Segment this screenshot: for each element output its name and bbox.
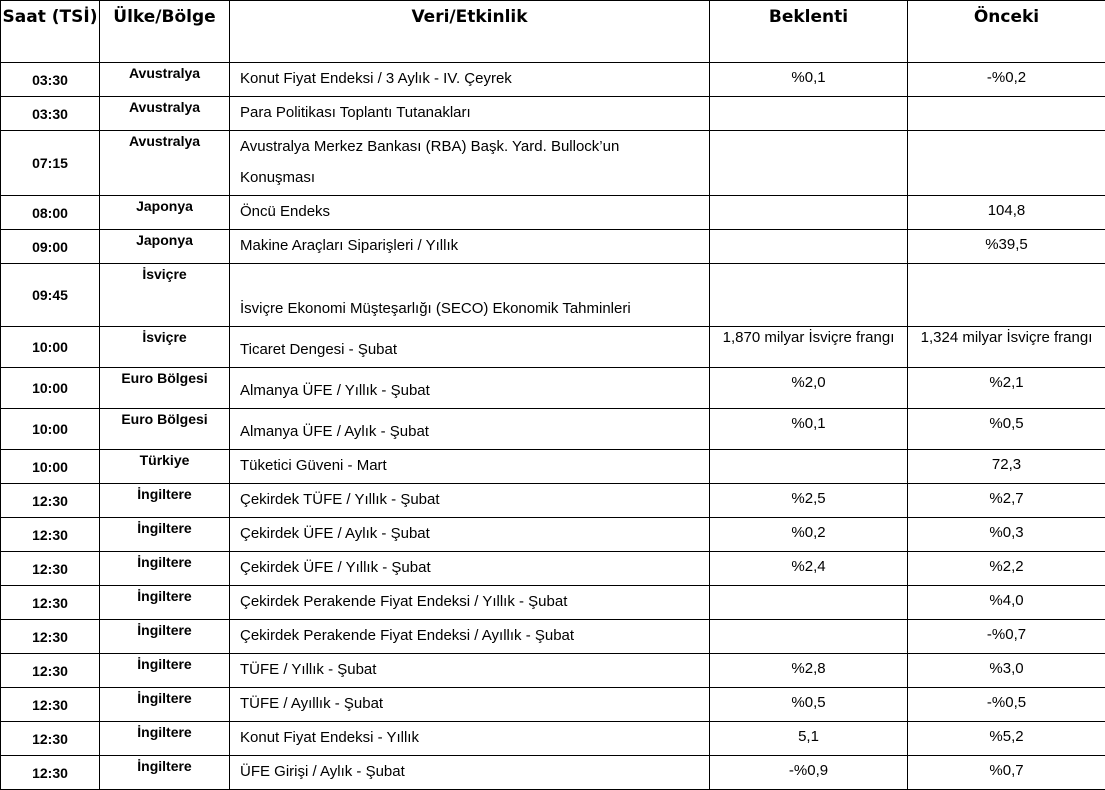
event-cell: Öncü Endeks: [230, 196, 710, 230]
expected-cell: [710, 97, 908, 131]
table-row: [1, 450, 1105, 484]
previous-cell: %2,7: [908, 484, 1105, 518]
expected-cell: [710, 450, 908, 484]
country-cell: İngiltere: [100, 688, 230, 722]
expected-cell: %2,5: [710, 484, 908, 518]
country-cell: Euro Bölgesi: [100, 368, 230, 409]
previous-cell: [908, 264, 1105, 327]
previous-cell: %2,2: [908, 552, 1105, 586]
previous-cell: %4,0: [908, 586, 1105, 620]
event-cell: Konut Fiyat Endeksi - Yıllık: [230, 722, 710, 756]
event-cell: Tüketici Güveni - Mart: [230, 450, 710, 484]
event-cell: Avustralya Merkez Bankası (RBA) Başk. Yard. Bullock’un Konuşması: [230, 131, 710, 196]
time-cell: 10:00: [1, 409, 100, 450]
expected-cell: [710, 131, 908, 196]
time-cell: 10:00: [1, 450, 100, 484]
table-row: [1, 97, 1105, 131]
time-cell: 10:00: [1, 327, 100, 368]
table-row: [1, 756, 1105, 790]
previous-cell: [908, 131, 1105, 196]
country-cell: İsviçre: [100, 264, 230, 327]
table-row: [1, 196, 1105, 230]
previous-cell: 104,8: [908, 196, 1105, 230]
time-cell: 09:45: [1, 264, 100, 327]
country-cell: İngiltere: [100, 654, 230, 688]
event-cell: TÜFE / Yıllık - Şubat: [230, 654, 710, 688]
expected-cell: %0,1: [710, 63, 908, 97]
expected-cell: %2,0: [710, 368, 908, 409]
table-row: [1, 327, 1105, 368]
table-row: [1, 264, 1105, 327]
table-body: [1, 63, 1105, 790]
expected-cell: %0,5: [710, 688, 908, 722]
country-cell: İngiltere: [100, 552, 230, 586]
event-cell: Almanya ÜFE / Yıllık - Şubat: [230, 368, 710, 409]
previous-cell: %0,5: [908, 409, 1105, 450]
header-expected: Beklenti: [710, 1, 908, 63]
header-time: Saat (TSİ): [1, 1, 100, 63]
event-cell: Konut Fiyat Endeksi / 3 Aylık - IV. Çeyrek: [230, 63, 710, 97]
table-row: [1, 688, 1105, 722]
previous-cell: 72,3: [908, 450, 1105, 484]
previous-cell: [908, 97, 1105, 131]
expected-cell: [710, 620, 908, 654]
event-cell: TÜFE / Ayıllık - Şubat: [230, 688, 710, 722]
expected-cell: 5,1: [710, 722, 908, 756]
previous-cell: %39,5: [908, 230, 1105, 264]
expected-cell: [710, 586, 908, 620]
table-row: [1, 722, 1105, 756]
table-row: [1, 409, 1105, 450]
time-cell: 09:00: [1, 230, 100, 264]
country-cell: Avustralya: [100, 97, 230, 131]
expected-cell: -%0,9: [710, 756, 908, 790]
time-cell: 12:30: [1, 586, 100, 620]
time-cell: 12:30: [1, 654, 100, 688]
country-cell: İngiltere: [100, 620, 230, 654]
country-cell: Japonya: [100, 230, 230, 264]
time-cell: 12:30: [1, 484, 100, 518]
previous-cell: %2,1: [908, 368, 1105, 409]
table-row: [1, 552, 1105, 586]
country-cell: İngiltere: [100, 722, 230, 756]
previous-cell: %0,3: [908, 518, 1105, 552]
table-row: [1, 131, 1105, 196]
time-cell: 08:00: [1, 196, 100, 230]
time-cell: 12:30: [1, 518, 100, 552]
country-cell: İngiltere: [100, 484, 230, 518]
event-cell: Almanya ÜFE / Aylık - Şubat: [230, 409, 710, 450]
table-row: [1, 518, 1105, 552]
country-cell: Avustralya: [100, 63, 230, 97]
table-row: [1, 368, 1105, 409]
event-cell: Ticaret Dengesi - Şubat: [230, 327, 710, 368]
country-cell: Euro Bölgesi: [100, 409, 230, 450]
country-cell: İngiltere: [100, 586, 230, 620]
table-row: [1, 586, 1105, 620]
time-cell: 10:00: [1, 368, 100, 409]
header-event: Veri/Etkinlik: [230, 1, 710, 63]
time-cell: 12:30: [1, 552, 100, 586]
country-cell: Japonya: [100, 196, 230, 230]
expected-cell: 1,870 milyar İsviçre frangı: [710, 327, 908, 368]
previous-cell: %0,7: [908, 756, 1105, 790]
time-cell: 12:30: [1, 756, 100, 790]
time-cell: 07:15: [1, 131, 100, 196]
event-cell: Para Politikası Toplantı Tutanakları: [230, 97, 710, 131]
country-cell: Türkiye: [100, 450, 230, 484]
expected-cell: [710, 196, 908, 230]
expected-cell: %0,2: [710, 518, 908, 552]
event-cell: İsviçre Ekonomi Müşteşarlığı (SECO) Ekonomik Tahminleri: [230, 264, 710, 327]
time-cell: 03:30: [1, 97, 100, 131]
country-cell: Avustralya: [100, 131, 230, 196]
expected-cell: %2,4: [710, 552, 908, 586]
event-cell: Çekirdek ÜFE / Aylık - Şubat: [230, 518, 710, 552]
previous-cell: -%0,2: [908, 63, 1105, 97]
time-cell: 12:30: [1, 722, 100, 756]
event-cell: Çekirdek ÜFE / Yıllık - Şubat: [230, 552, 710, 586]
expected-cell: %2,8: [710, 654, 908, 688]
table-row: [1, 63, 1105, 97]
previous-cell: -%0,5: [908, 688, 1105, 722]
table-row: [1, 484, 1105, 518]
event-cell: Makine Araçları Siparişleri / Yıllık: [230, 230, 710, 264]
previous-cell: 1,324 milyar İsviçre frangı: [908, 327, 1105, 368]
previous-cell: -%0,7: [908, 620, 1105, 654]
event-cell: Çekirdek TÜFE / Yıllık - Şubat: [230, 484, 710, 518]
country-cell: İngiltere: [100, 756, 230, 790]
header-row: [1, 1, 1105, 63]
header-country: Ülke/Bölge: [100, 1, 230, 63]
event-cell: Çekirdek Perakende Fiyat Endeksi / Yıllık - Şubat: [230, 586, 710, 620]
time-cell: 03:30: [1, 63, 100, 97]
event-cell: ÜFE Girişi / Aylık - Şubat: [230, 756, 710, 790]
time-cell: 12:30: [1, 688, 100, 722]
table-row: [1, 620, 1105, 654]
expected-cell: [710, 264, 908, 327]
previous-cell: %3,0: [908, 654, 1105, 688]
previous-cell: %5,2: [908, 722, 1105, 756]
time-cell: 12:30: [1, 620, 100, 654]
table-row: [1, 230, 1105, 264]
table-row: [1, 654, 1105, 688]
event-cell: Çekirdek Perakende Fiyat Endeksi / Ayıllık - Şubat: [230, 620, 710, 654]
country-cell: İngiltere: [100, 518, 230, 552]
expected-cell: [710, 230, 908, 264]
country-cell: İsviçre: [100, 327, 230, 368]
header-previous: Önceki: [908, 1, 1105, 63]
expected-cell: %0,1: [710, 409, 908, 450]
